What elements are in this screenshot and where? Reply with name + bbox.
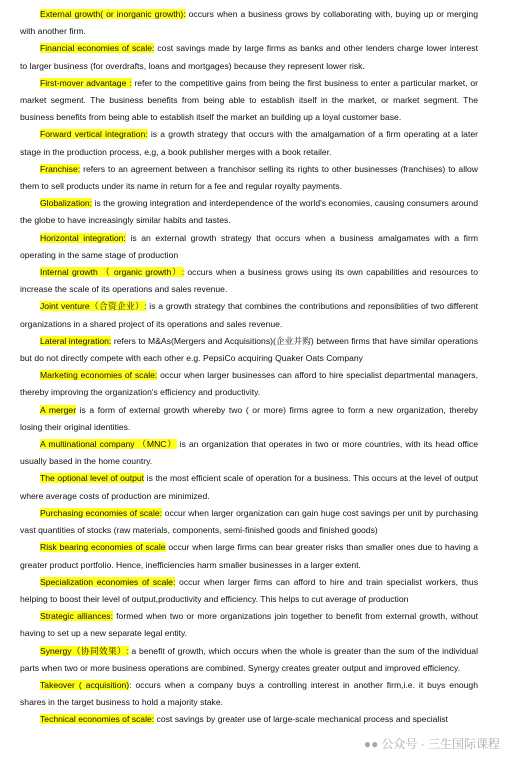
glossary-entry [20,161,478,195]
glossary-definition: cost savings by greater use of large-scale mechanical process and specialist [154,714,448,725]
glossary-term: Joint venture（合资企业）: [40,301,147,312]
glossary-definition: is a growth strategy that combines the contributions and reponsiblities of two different organizations in a shared project of its operations and sales revenue. [20,301,478,329]
glossary-term: Synergy（协同效果）: [40,645,129,656]
glossary-term: Horizontal integration: [40,232,126,243]
glossary-definition: is a form of external growth whereby two ( or more) firms agree to form a new organization, thereby losing their original identities. [20,404,478,432]
glossary-entry [20,539,478,573]
wechat-icon: ●● [363,737,379,751]
glossary-entry [20,436,478,470]
glossary-term: External growth( or inorganic growth): [40,9,186,19]
glossary-definition: refer to the competitive gains from being the first business to enter a particular market, or market segment. The business benefits from being able to establish itself in the market, or market segment. The business benefits from being able to establish itself the market an building up a loyal customer base. [20,77,478,123]
glossary-entry [20,574,478,608]
watermark-text: 公众号 · 三生国际课程 [381,737,500,751]
glossary-definition: formed when two or more organizations join together to benefit from external growth, without having to set up a new separate legal entity. [20,611,478,639]
glossary-entry [20,711,478,728]
glossary-entry [20,505,478,539]
glossary-term: Forward vertical integration: [40,129,148,140]
glossary-entry [20,298,478,332]
glossary-entry [20,402,478,436]
glossary-entry [20,333,478,367]
glossary-term: The optional level of output [40,473,145,484]
glossary-definition: occur when larger organization can gain huge cost savings per unit by purchasing vast quantities of stocks (raw materials, components, semi-finished goods and finished goods) [20,507,478,536]
glossary-definition: is an organization that operates in two or more countries, with its head office usually based in the home country. [20,439,478,467]
glossary-entry [20,230,478,264]
glossary-term: First-mover advantage : [40,77,132,88]
glossary-entry [20,677,478,711]
glossary-entry [20,643,478,677]
glossary-term: Franchise: [40,163,81,174]
glossary-term: Lateral integration: [40,335,112,346]
glossary-definition: cost savings made by large firms as banks and other lenders charge lower interest to larger business (for overdrafts, loans and mortgages) because they represent lower risk. [20,43,478,71]
glossary-definition: : occurs when a company buys a controlling interest in another firm,i.e. it buys enough shares in the target business to hold a majority stake. [20,679,478,708]
glossary-definition: occur when larger firms can afford to hire and train specialist workers, thus helping to boost their level of output,productivity and efficiency. This helps to cut average of production [20,576,478,604]
glossary-definition: is the most efficient scale of operation for a business. This occurs at the level of output where average costs of production are minimized. [20,473,478,501]
glossary-term: Specialization economies of scale: [40,576,176,587]
glossary-term: Financial economies of scale: [40,43,155,54]
glossary-entry [20,126,478,160]
glossary-term: Internal growth （ organic growth）: [40,267,185,278]
glossary-entry [20,470,478,504]
glossary-term: A merger [40,404,77,415]
glossary-entry [20,75,478,127]
glossary-definition: a benefit of growth, which occurs when the whole is greater than the sum of the individual parts when two or more business operations are combined. Synergy creates greater output and improved efficiency. [20,645,478,673]
glossary-entry [20,195,478,229]
glossary-entry [20,608,478,642]
glossary-entry [20,264,478,298]
glossary-term: Strategic alliances: [40,611,113,622]
glossary-term: A multinational company （MNC） [40,439,177,450]
glossary-term: Marketing economies of scale: [40,370,158,381]
glossary-term: Takeover ( acquisition) [40,679,130,690]
glossary-definition: occurs when a business grows using its own capabilities and resources to increase the scale of its operations and sales revenue. [20,267,478,295]
glossary-entry [20,6,478,40]
glossary-definition: is the growing integration and interdependence of the world's economies, causing consumers around the globe to have increasingly similar habits and tastes. [20,198,478,226]
glossary-definition: refers to an agreement between a franchisor selling its rights to other businesses (franchises) to allow them to sell products under its name in return for a fee and regular royalty payments. [20,163,478,192]
glossary-term: Technical economies of scale: [40,714,155,725]
glossary-definition: occur when larger businesses can afford to hire specialist departmental managers, thereby improving the organization's efficiency and productivity. [20,370,478,398]
glossary-entry [20,367,478,401]
glossary-definition: is an external growth strategy that occurs when a business amalgamates with a firm operating in the same stage of production [20,232,478,260]
glossary-term: Purchasing economies of scale: [40,507,163,518]
glossary-term: Globalization: [40,198,93,209]
glossary-term: Risk bearing economies of scale [40,542,166,553]
glossary-definition: occur when large firms can bear greater risks than smaller ones due to having a greater product portfolio. Hence, inefficiencies harm smaller businesses in a larger extent. [20,542,478,570]
glossary-definition: is a growth strategy that occurs with the amalgamation of a firm operating at a later stage in the production process, e,g, a book publisher merges with a book retailer. [20,129,478,157]
glossary-definition: occurs when a business grows by collaborating with, buying up or merging with another firm. [20,9,478,37]
glossary-entry [20,40,478,74]
glossary-definition: refers to M&As(Mergers and Acquisitions)(企业并购) between firms that have similar operations but do not directly compete with each other e.g. PepsiCo acquiring Quaker Oats Company [20,335,478,364]
